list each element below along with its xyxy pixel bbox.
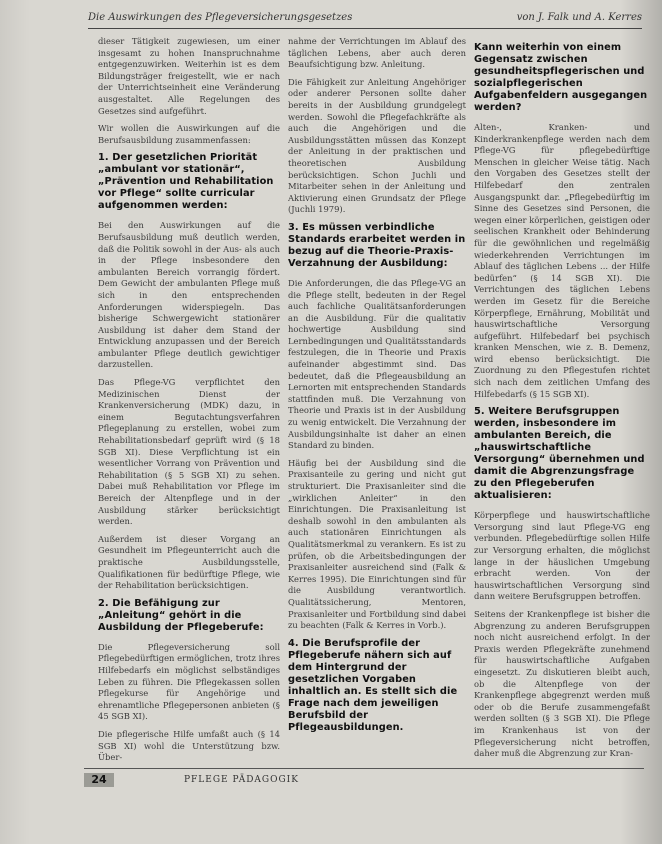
paragraph: nahme der Verrichtungen im Ablauf des täglichen Lebens, aber auch deren Beaufsichtigung bzw. Anleitung.	[288, 36, 466, 70]
column-3	[474, 36, 650, 778]
journal-name: PFLEGE PÄDAGOGIK	[184, 775, 299, 785]
section-heading-question: Kann weiterhin von einem Gegensatz zwischen gesundheitspflegerischen und sozialpflegerischen Aufgabenfeldern ausgegangen werden?	[474, 42, 648, 113]
paragraph: Häufig bei der Ausbildung sind die Praxisanteile zu gering und nicht gut strukturiert. Die Praxisanleiter sind die „wirklichen Anleiter“ in den Einrichtungen. Die Praxisanleitung ist deshalb sowohl in den ambulanten als auch stationären Einrichtungen als Qualitätsmerkmal zu verankern. Es ist zu prüfen, ob die Arbeitsbedingungen der Praxisanleiter ausreichend sind (Falk & Kerres 1995). Die Einrichtungen sind für die Ausbildung verantwortlich. Qualitätssicherung, Mentoren, Praxisanleiter und Fortbildung sind dabei zu beachten (Falk & Kerres in Vorb.).	[288, 457, 466, 631]
paragraph: Seitens der Krankenpflege ist bisher die Abgrenzung zu anderen Berufsgruppen noch nicht ausreichend erfolgt. In der Praxis werden Pflegekräfte zunehmend für hauswirtschaftliche Aufgaben eingesetzt. Zu diskutieren bleibt auch, ob die Altenpflege von der Krankenpflege abgegrenzt werden muß oder ob die Berufe zusammengefaßt werden sollten (§ 3 SGB XI). Die Pflege im Krankenhaus ist von der Pflegeversicherung nicht betroffen, daher muß die Abgrenzung zur Kran-	[474, 609, 650, 759]
section-heading-4: 4. Die Berufsprofile der Pflegeberufe nähern sich auf dem Hintergrund der gesetzlichen Vorgaben inhaltlich an. Es stellt sich die Frage nach dem jeweiligen Berufsbild der Pflegeausbildungen.	[288, 637, 458, 733]
section-heading-3: 3. Es müssen verbindliche Standards erarbeitet werden in bezug auf die Theorie-Praxis-Verzahnung der Ausbildung:	[288, 221, 466, 269]
paragraph: Wir wollen die Auswirkungen auf die Berufsausbildung zusammenfassen:	[98, 123, 280, 145]
paragraph: Alten-, Kranken- und Kinderkrankenpflege werden nach dem Pflege-VG für pflegebedürftige Menschen in gleicher Weise tätig. Nach den Vorgaben des Gesetzes stellt der Hilfebedarf den zentralen Ausgangspunkt dar. „Pflegebedürftig im Sinne des Gesetzes sind Personen, die wegen einer körperlichen, geistigen oder seelischen Krankheit oder Behinderung für die gewöhnlichen und regelmäßig wiederkehrenden Verrichtungen im Ablauf des täglichen Lebens ... der Hilfe bedürfen“ (§ 14 SGB XI). Die Verrichtungen des täglichen Lebens werden im Gesetz für die Bereiche Körperpflege, Ernährung, Mobilität und hauswirtschaftliche Versorgung aufgeführt. Hilfebedarf bei psychisch kranken Menschen, wie z. B. Demenz, wird ebenso berücksichtigt. Die Zuordnung zu den Pflegestufen richtet sich nach dem zeitlichen Umfang des Hilfebedarfs (§ 15 SGB XI).	[474, 122, 650, 399]
paragraph: Die Fähigkeit zur Anleitung Angehöriger oder anderer Personen sollte daher bereits in der Ausbildung grundgelegt werden. Sowohl die Pflegefachkräfte als auch die Angehörigen und die Ausbildungsstätten müssen das Konzept der Anleitung in der praktischen und theoretischen Ausbildung berücksichtigen. Schon Juchli und Mitarbeiter sehen in der Anleitung und Aktivierung einen Grundsatz der Pflege (Juchli 1979).	[288, 76, 466, 215]
paragraph: Körperpflege und hauswirtschaftliche Versorgung sind laut Pflege-VG eng verbunden. Pflegebedürftige sollen Hilfe zur Versorgung erhalten, die möglichst lange in der häuslichen Umgebung erbracht werden. Von der hauswirtschaftlichen Versorgung sind dann weitere Berufsgruppen betroffen.	[474, 510, 650, 602]
running-head	[88, 10, 642, 29]
column-1	[98, 36, 280, 766]
paragraph: Die Anforderungen, die das Pflege-VG an die Pflege stellt, bedeuten in der Regel auch fachliche Qualitätsanforderungen an die Ausbildung. Für die qualitativ hochwertige Ausbildung sind Lernbedingungen und Qualitätsstandards festzulegen, die in Theorie und Praxis aufeinander abgestimmt sind. Das bedeutet, daß die Pflegeausbildung an Lernorten mit entsprechenden Standards stattfinden muß. Die Verzahnung von Theorie und Praxis ist in der Ausbildung zu wenig entwickelt. Die Verzahnung der Ausbildungsinhalte ist daher an einen Standard zu binden.	[288, 277, 466, 451]
column-2	[288, 36, 466, 771]
paragraph: Das Pflege-VG verpflichtet den Medizinischen Dienst der Krankenversicherung (MDK) dazu, in einem Begutachtungsverfahren Pflegeplanung zu erstellen, wobei zum Rehabilitationsbedarf geprüft wird (§ 18 SGB XI). Diese Verpflichtung ist ein wesentlicher Vorrang von Prävention und Rehabilitation (§ 5 SGB XI) zu sehen. Dabei muß Rehabilitation vor Pflege im Bereich der Altenpflege und in der Ausbildung stärker berücksichtigt werden.	[98, 377, 280, 527]
page-footer	[84, 768, 644, 791]
paragraph: Die Pflegeversicherung soll Pflegebedürftigen ermöglichen, trotz ihres Hilfebedarfs ein möglichst selbständiges Leben zu führen. Die Pflegekassen sollen Pflegekurse für Angehörige und ehrenamtliche Pflegepersonen anbieten (§ 45 SGB XI).	[98, 641, 280, 722]
section-heading-1: 1. Der gesetzlichen Priorität „ambulant vor stationär“, „Prävention und Rehabilitation vor Pflege“ sollte curricular aufgenommen werden:	[98, 152, 274, 212]
paragraph: Bei den Auswirkungen auf die Berufsausbildung muß deutlich werden, daß die Politik sowohl in der Aus- als auch in der Pflege insbesondere den ambulanten Bereich vorrangig fördert. Dem Gewicht der ambulanten Pflege muß sich in den entsprechenden Anforderungen widerspiegeln. Das bisherige Schwergewicht stationärer Ausbildung ist daher dem Stand der Entwicklung anzupassen und der Bereich ambulanter Pflege deutlich gewichtiger darzustellen.	[98, 220, 280, 370]
running-head-title: Die Auswirkungen des Pflegeversicherungsgesetzes	[88, 12, 353, 23]
paragraph: Die pflegerische Hilfe umfaßt auch (§ 14 SGB XI) wohl die Unterstützung bzw. Über-	[98, 728, 280, 763]
page-number: 24	[84, 773, 114, 787]
running-head-authors: von J. Falk und A. Kerres	[516, 12, 642, 23]
section-heading-5: 5. Weitere Berufsgruppen werden, insbesondere im ambulanten Bereich, die „hauswirtschaftliche Versorgung“ übernehmen und damit die Abgrenzungsfrage zu den Pflegeberufen aktualisieren:	[474, 406, 645, 502]
paragraph: dieser Tätigkeit zugewiesen, um einer insgesamt zu hohen Inanspruchnahme entgegenzuwirken. Weiterhin ist es dem Bildungsträger freigestellt, wie er nach der Unterrichtseinheit eine Veränderung ausgestaltet. Alle Regelungen des Gesetzes sind aufgeführt.	[98, 36, 280, 116]
section-heading-2: 2. Die Befähigung zur „Anleitung“ gehört in die Ausbildung der Pflegeberufe:	[98, 597, 264, 633]
paragraph: Außerdem ist dieser Vorgang an Gesundheit im Pflegeunterricht auch die praktische Ausbildungsstelle, Qualifikationen für bedürftige Pflege, wie der Rehabilitation berücksichtigen.	[98, 533, 280, 591]
